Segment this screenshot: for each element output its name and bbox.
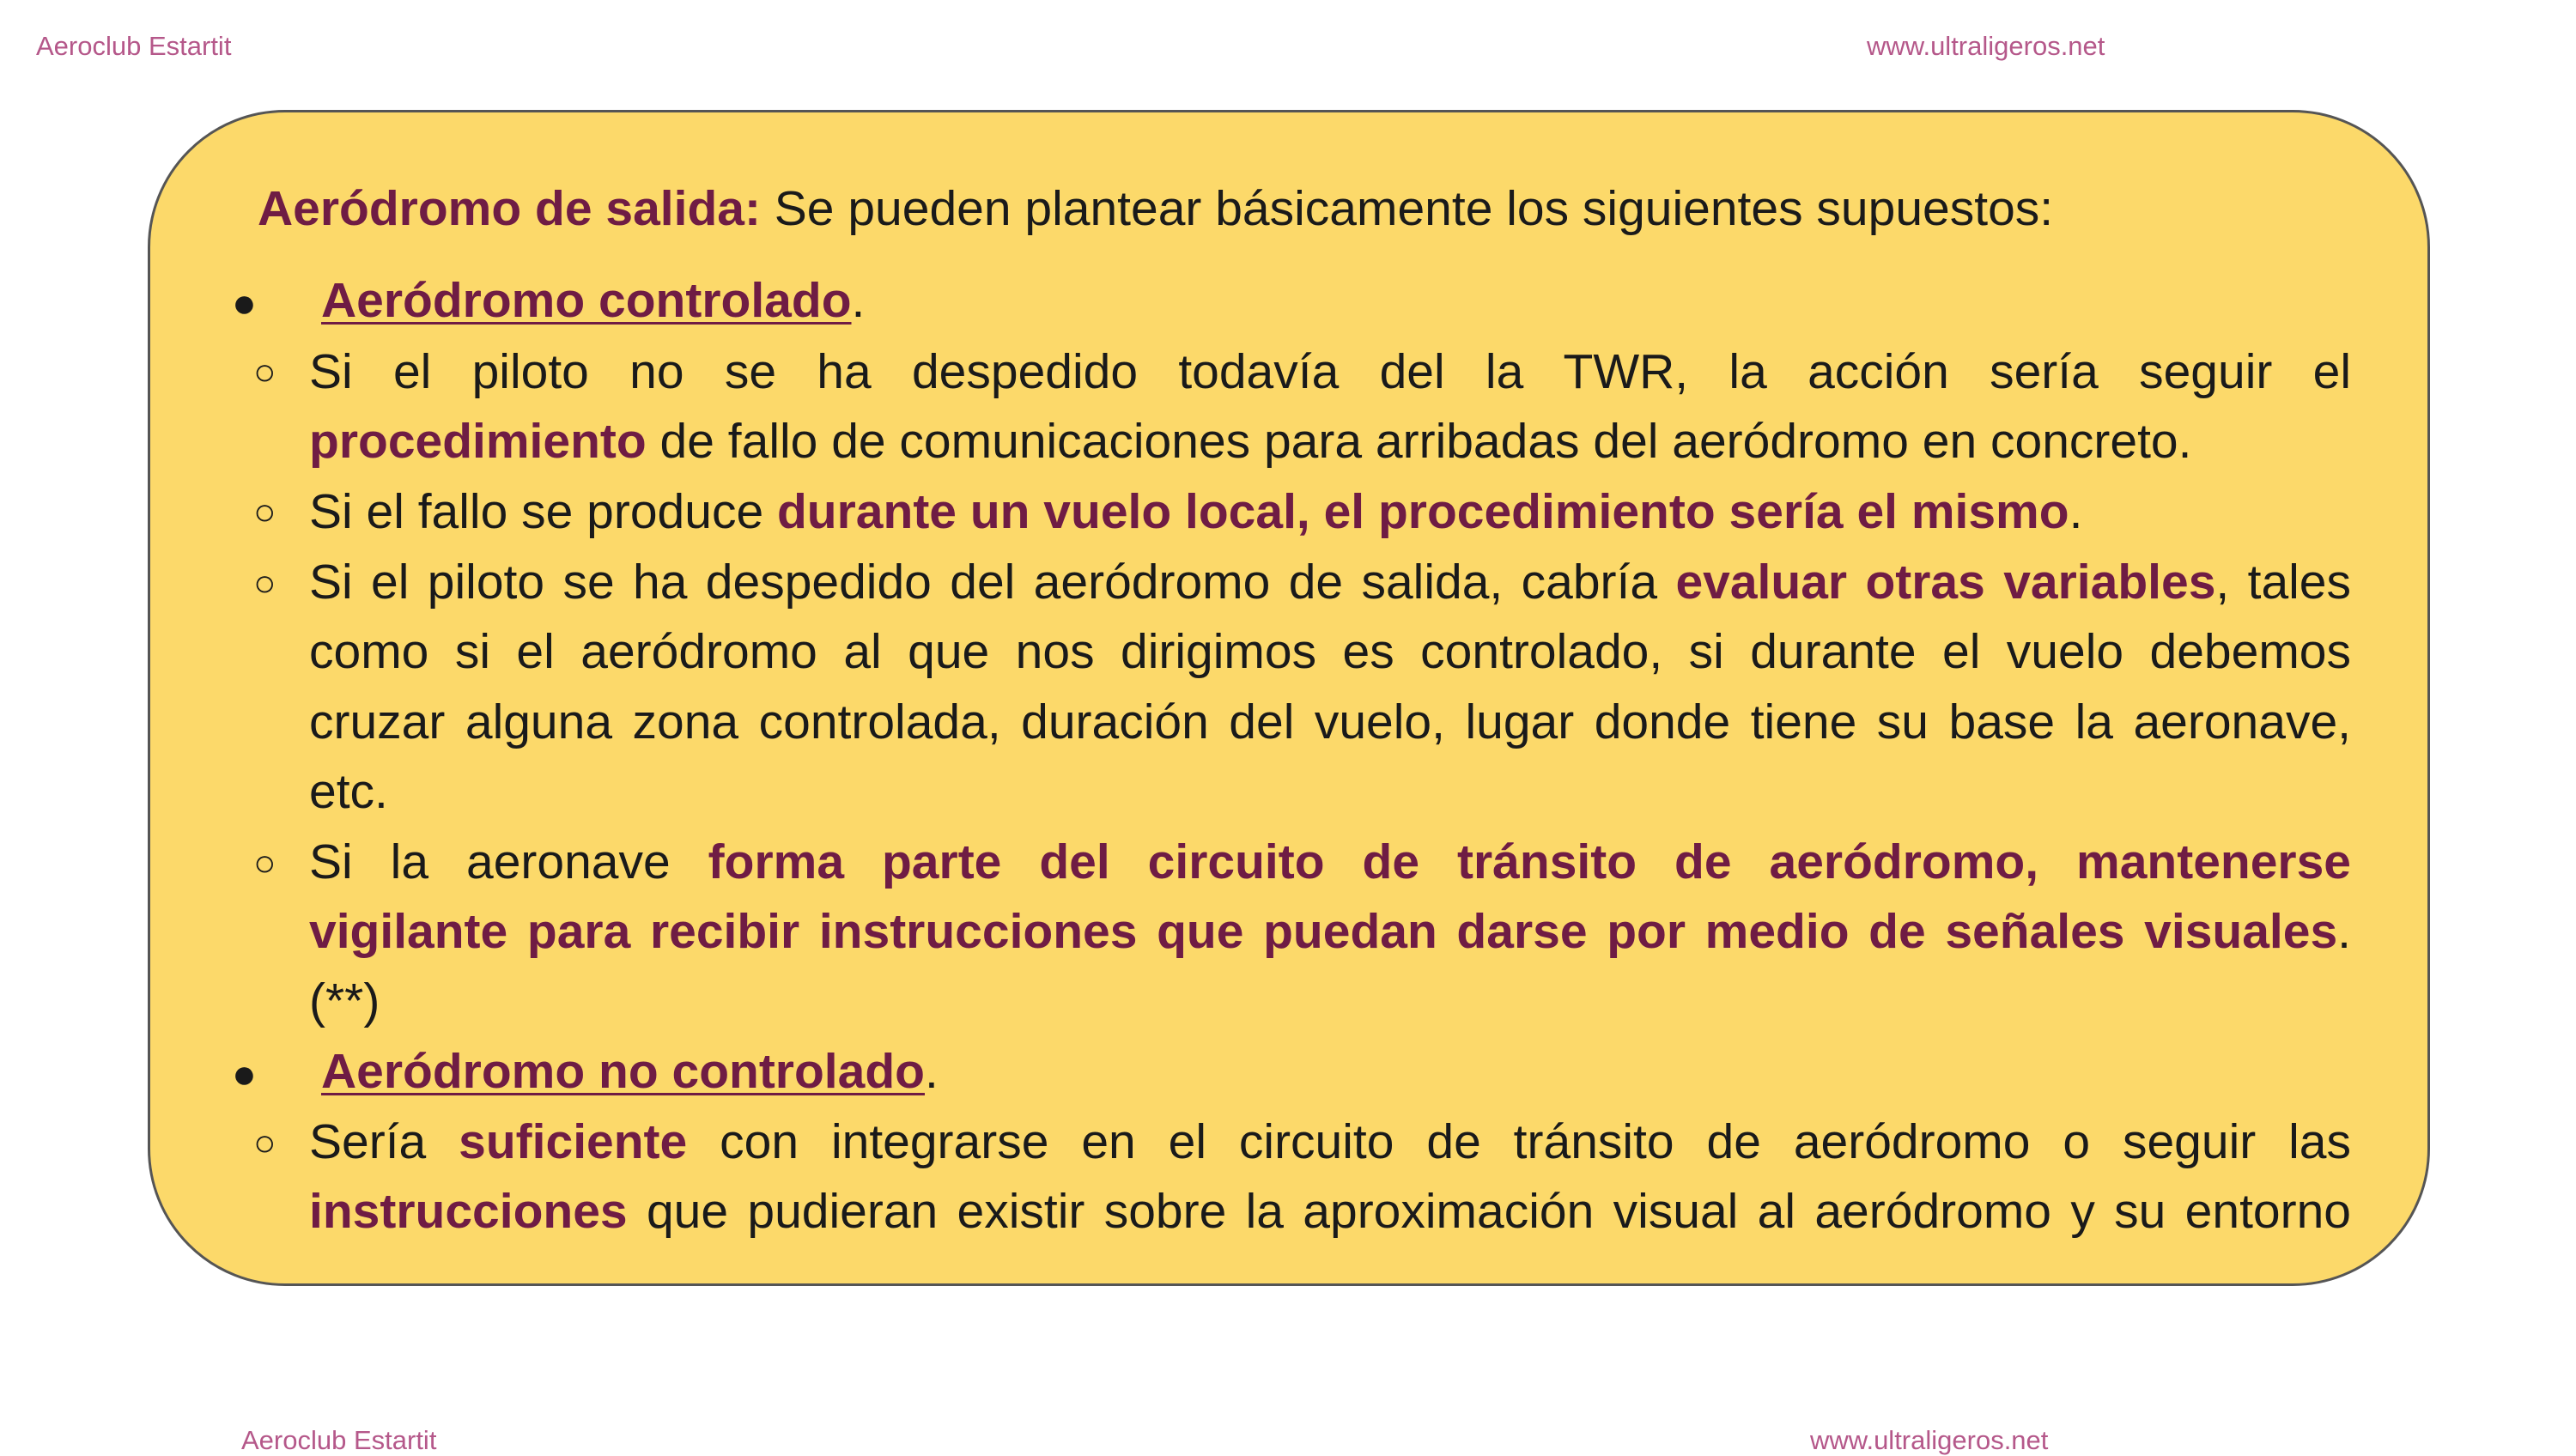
no-controlado-s1-l1-end: con integrarse en el circuito de tránsito de aeródromo o seguir las xyxy=(687,1114,2351,1169)
no-controlado-s1-l2 xyxy=(309,1184,2351,1239)
controlado-s4-l1 xyxy=(309,834,2351,889)
bullet-controlado xyxy=(321,273,866,328)
controlado-s4-l2-bold: vigilante para recibir instrucciones que puedan darse por medio de señales visuales xyxy=(309,904,2338,959)
sub-marker-4: ○ xyxy=(253,842,276,884)
controlado-s2-bold: durante un vuelo local, el procedimiento sería el mismo xyxy=(776,484,2069,539)
footer-right: www.ultraligeros.net xyxy=(1810,1425,2049,1455)
controlado-s1-l2 xyxy=(309,414,2192,469)
controlado-period: . xyxy=(851,273,866,328)
sub-marker-5: ○ xyxy=(253,1122,276,1164)
no-controlado-title: Aeródromo no controlado xyxy=(321,1044,925,1099)
no-controlado-s1-l2-rest: que pudieran existir sobre la aproximación visual al aeródromo y su entorno xyxy=(627,1184,2351,1239)
controlado-s3-l2: como si el aeródromo al que nos dirigimos es controlado, si durante el vuelo debemos xyxy=(309,624,2351,679)
controlado-s1-l1: Si el piloto no se ha despedido todavía del la TWR, la acción sería seguir el xyxy=(309,344,2351,399)
controlado-s3-l1-start: Si el piloto se ha despedido del aeródromo de salida, cabría xyxy=(309,555,1676,610)
intro-bold: Aeródromo de salida: xyxy=(258,181,761,236)
intro-line xyxy=(258,181,2054,236)
sub-marker-3: ○ xyxy=(253,562,276,604)
controlado-s2 xyxy=(309,484,2083,539)
controlado-s2-end: . xyxy=(2069,484,2083,539)
controlado-s3-l1-end: , tales xyxy=(2215,555,2352,610)
controlado-s3-l1 xyxy=(309,555,2352,610)
bullet-dot-2: ● xyxy=(232,1052,257,1097)
sub-marker-2: ○ xyxy=(253,491,276,533)
controlado-s1-l2-rest: de fallo de comunicaciones para arribadas del aeródromo en concreto. xyxy=(646,414,2192,469)
controlado-title: Aeródromo controlado xyxy=(321,273,852,328)
intro-rest: Se pueden plantear básicamente los siguientes supuestos: xyxy=(760,181,2054,236)
no-controlado-s1-l1 xyxy=(309,1114,2351,1169)
no-controlado-s1-l1-start: Sería xyxy=(309,1114,459,1169)
controlado-s2-start: Si el fallo se produce xyxy=(309,484,777,539)
no-controlado-s1-l1-bold: suficiente xyxy=(459,1114,688,1169)
no-controlado-s1-l2-bold: instrucciones xyxy=(309,1184,628,1239)
controlado-s3-l4: etc. xyxy=(309,764,388,819)
no-controlado-period: . xyxy=(924,1044,939,1099)
controlado-s4-l2 xyxy=(309,904,2351,959)
header-right: www.ultraligeros.net xyxy=(1867,31,2105,61)
sub-marker-1: ○ xyxy=(253,351,276,393)
controlado-s3-l1-bold: evaluar otras variables xyxy=(1675,555,2216,610)
controlado-s4-l3: (**) xyxy=(309,974,380,1028)
controlado-s4-l1-bold: forma parte del circuito de tránsito de aeródromo, mantenerse xyxy=(708,834,2351,889)
controlado-s4-l2-end: . xyxy=(2337,904,2351,959)
controlado-s4-l1-start: Si la aeronave xyxy=(309,834,708,889)
bullet-no-controlado xyxy=(321,1044,939,1099)
procedimiento-bold: procedimiento xyxy=(309,414,647,469)
bullet-dot-1: ● xyxy=(232,281,257,326)
header-left: Aeroclub Estartit xyxy=(36,31,232,61)
controlado-s3-l3: cruzar alguna zona controlada, duración del vuelo, lugar donde tiene su base la aeronave, xyxy=(309,695,2351,749)
footer-left: Aeroclub Estartit xyxy=(241,1425,437,1455)
